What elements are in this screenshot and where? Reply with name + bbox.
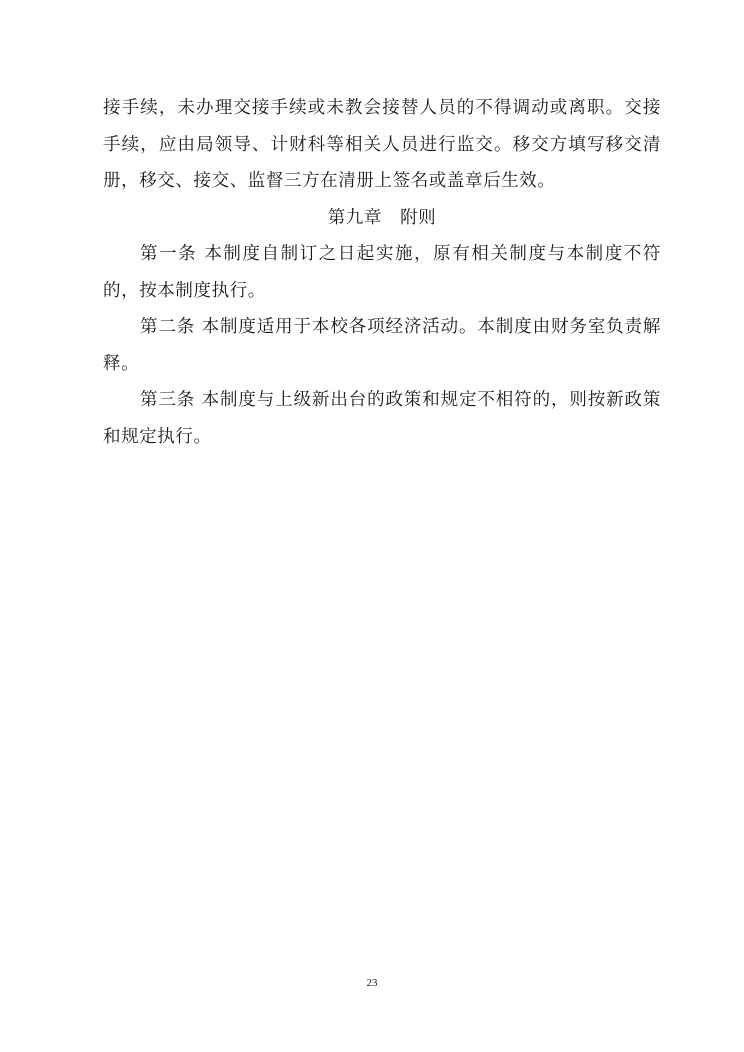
document-body bbox=[103, 90, 661, 455]
page-number: 23 bbox=[366, 977, 378, 989]
paragraph-continuation: 接手续，未办理交接手续或未教会接替人员的不得调动或离职。交接手续，应由局领导、计财科等相关人员进行监交。移交方填写移交清册，移交、接交、监督三方在清册上签名或盖章后生效。 bbox=[103, 98, 661, 191]
chapter-heading: 第九章 附则 bbox=[327, 207, 437, 228]
article-3: 第三条 本制度与上级新出台的政策和规定不相符的，则按新政策和规定执行。 bbox=[103, 390, 661, 447]
article-2: 第二条 本制度适用于本校各项经济活动。本制度由财务室负责解释。 bbox=[103, 317, 661, 374]
article-1: 第一条 本制度自制订之日起实施，原有相关制度与本制度不符的，按本制度执行。 bbox=[103, 244, 661, 301]
